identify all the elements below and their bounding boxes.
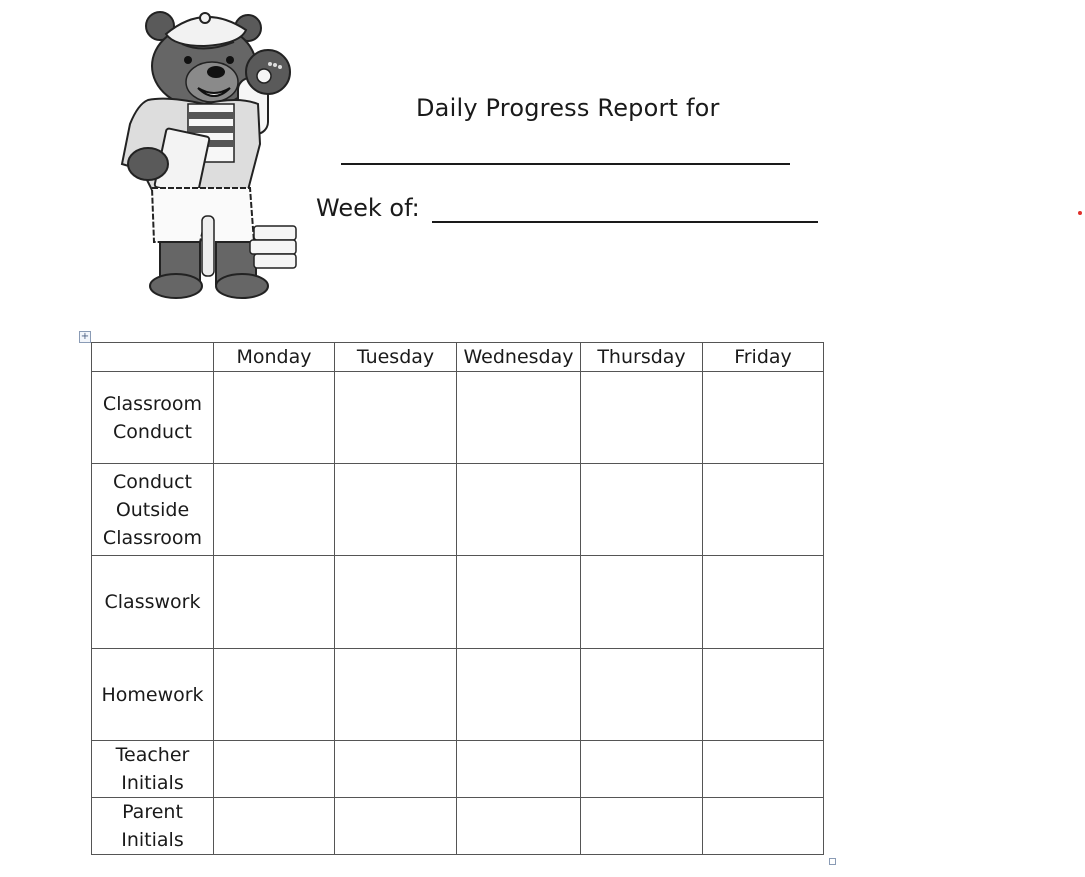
entry-cell[interactable] (335, 649, 457, 741)
corner-cell (92, 343, 214, 372)
row-label-line: Initials (121, 829, 184, 851)
entry-cell[interactable] (581, 798, 703, 855)
row-label-classwork (92, 556, 214, 649)
entry-cell[interactable] (457, 464, 581, 556)
entry-cell[interactable] (581, 741, 703, 798)
entry-cell[interactable] (457, 798, 581, 855)
row-label-conduct-outside-classroom (92, 464, 214, 556)
week-of-label: Week of: (316, 194, 420, 222)
entry-cell[interactable] (703, 372, 824, 464)
row-label-line: Classroom (102, 392, 203, 415)
day-header-friday: Friday (703, 343, 824, 372)
row-label-line: Homework (101, 683, 204, 706)
day-header-monday: Monday (214, 343, 335, 372)
row-label-line: Teacher (115, 744, 190, 766)
table-row (92, 798, 824, 855)
entry-cell[interactable] (335, 556, 457, 649)
day-header-tuesday: Tuesday (335, 343, 457, 372)
entry-cell[interactable] (335, 464, 457, 556)
table-row (92, 372, 824, 464)
table-row (92, 556, 824, 649)
row-label-line: Outside (115, 498, 190, 521)
table-row (92, 464, 824, 556)
entry-cell[interactable] (335, 741, 457, 798)
red-marker-dot (1078, 211, 1082, 215)
row-label-line: Conduct (113, 420, 192, 443)
row-label-line: Parent (122, 801, 183, 823)
row-label-line: Classwork (104, 591, 201, 613)
row-label-line: Classroom (102, 526, 203, 549)
row-label-line: Conduct (113, 470, 192, 493)
entry-cell[interactable] (581, 372, 703, 464)
day-header-wednesday: Wednesday (457, 343, 581, 372)
entry-cell[interactable] (214, 464, 335, 556)
row-label-line: Initials (121, 772, 184, 794)
entry-cell[interactable] (703, 798, 824, 855)
entry-cell[interactable] (703, 649, 824, 741)
entry-cell[interactable] (703, 556, 824, 649)
entry-cell[interactable] (457, 372, 581, 464)
entry-cell[interactable] (581, 649, 703, 741)
row-label-homework (92, 649, 214, 741)
entry-cell[interactable] (581, 464, 703, 556)
entry-cell[interactable] (457, 649, 581, 741)
day-header-thursday: Thursday (581, 343, 703, 372)
entry-cell[interactable] (214, 741, 335, 798)
row-label-classroom-conduct (92, 372, 214, 464)
row-label-parent-initials (92, 798, 214, 855)
entry-cell[interactable] (214, 649, 335, 741)
table-header-row (92, 343, 824, 372)
entry-cell[interactable] (214, 798, 335, 855)
entry-cell[interactable] (335, 372, 457, 464)
entry-cell[interactable] (581, 556, 703, 649)
teddy-bear-illustration (108, 4, 308, 302)
entry-cell[interactable] (703, 741, 824, 798)
entry-cell[interactable] (335, 798, 457, 855)
week-of-blank-line (432, 221, 818, 223)
entry-cell[interactable] (457, 741, 581, 798)
entry-cell[interactable] (214, 372, 335, 464)
student-name-blank-line (341, 163, 790, 165)
entry-cell[interactable] (703, 464, 824, 556)
report-title: Daily Progress Report for (416, 94, 720, 122)
table-move-handle-icon[interactable]: + (80, 331, 90, 342)
row-label-teacher-initials (92, 741, 214, 798)
table-resize-handle-icon[interactable] (829, 858, 836, 865)
progress-table (91, 342, 824, 855)
entry-cell[interactable] (457, 556, 581, 649)
table-row (92, 649, 824, 741)
entry-cell[interactable] (214, 556, 335, 649)
table-row (92, 741, 824, 798)
